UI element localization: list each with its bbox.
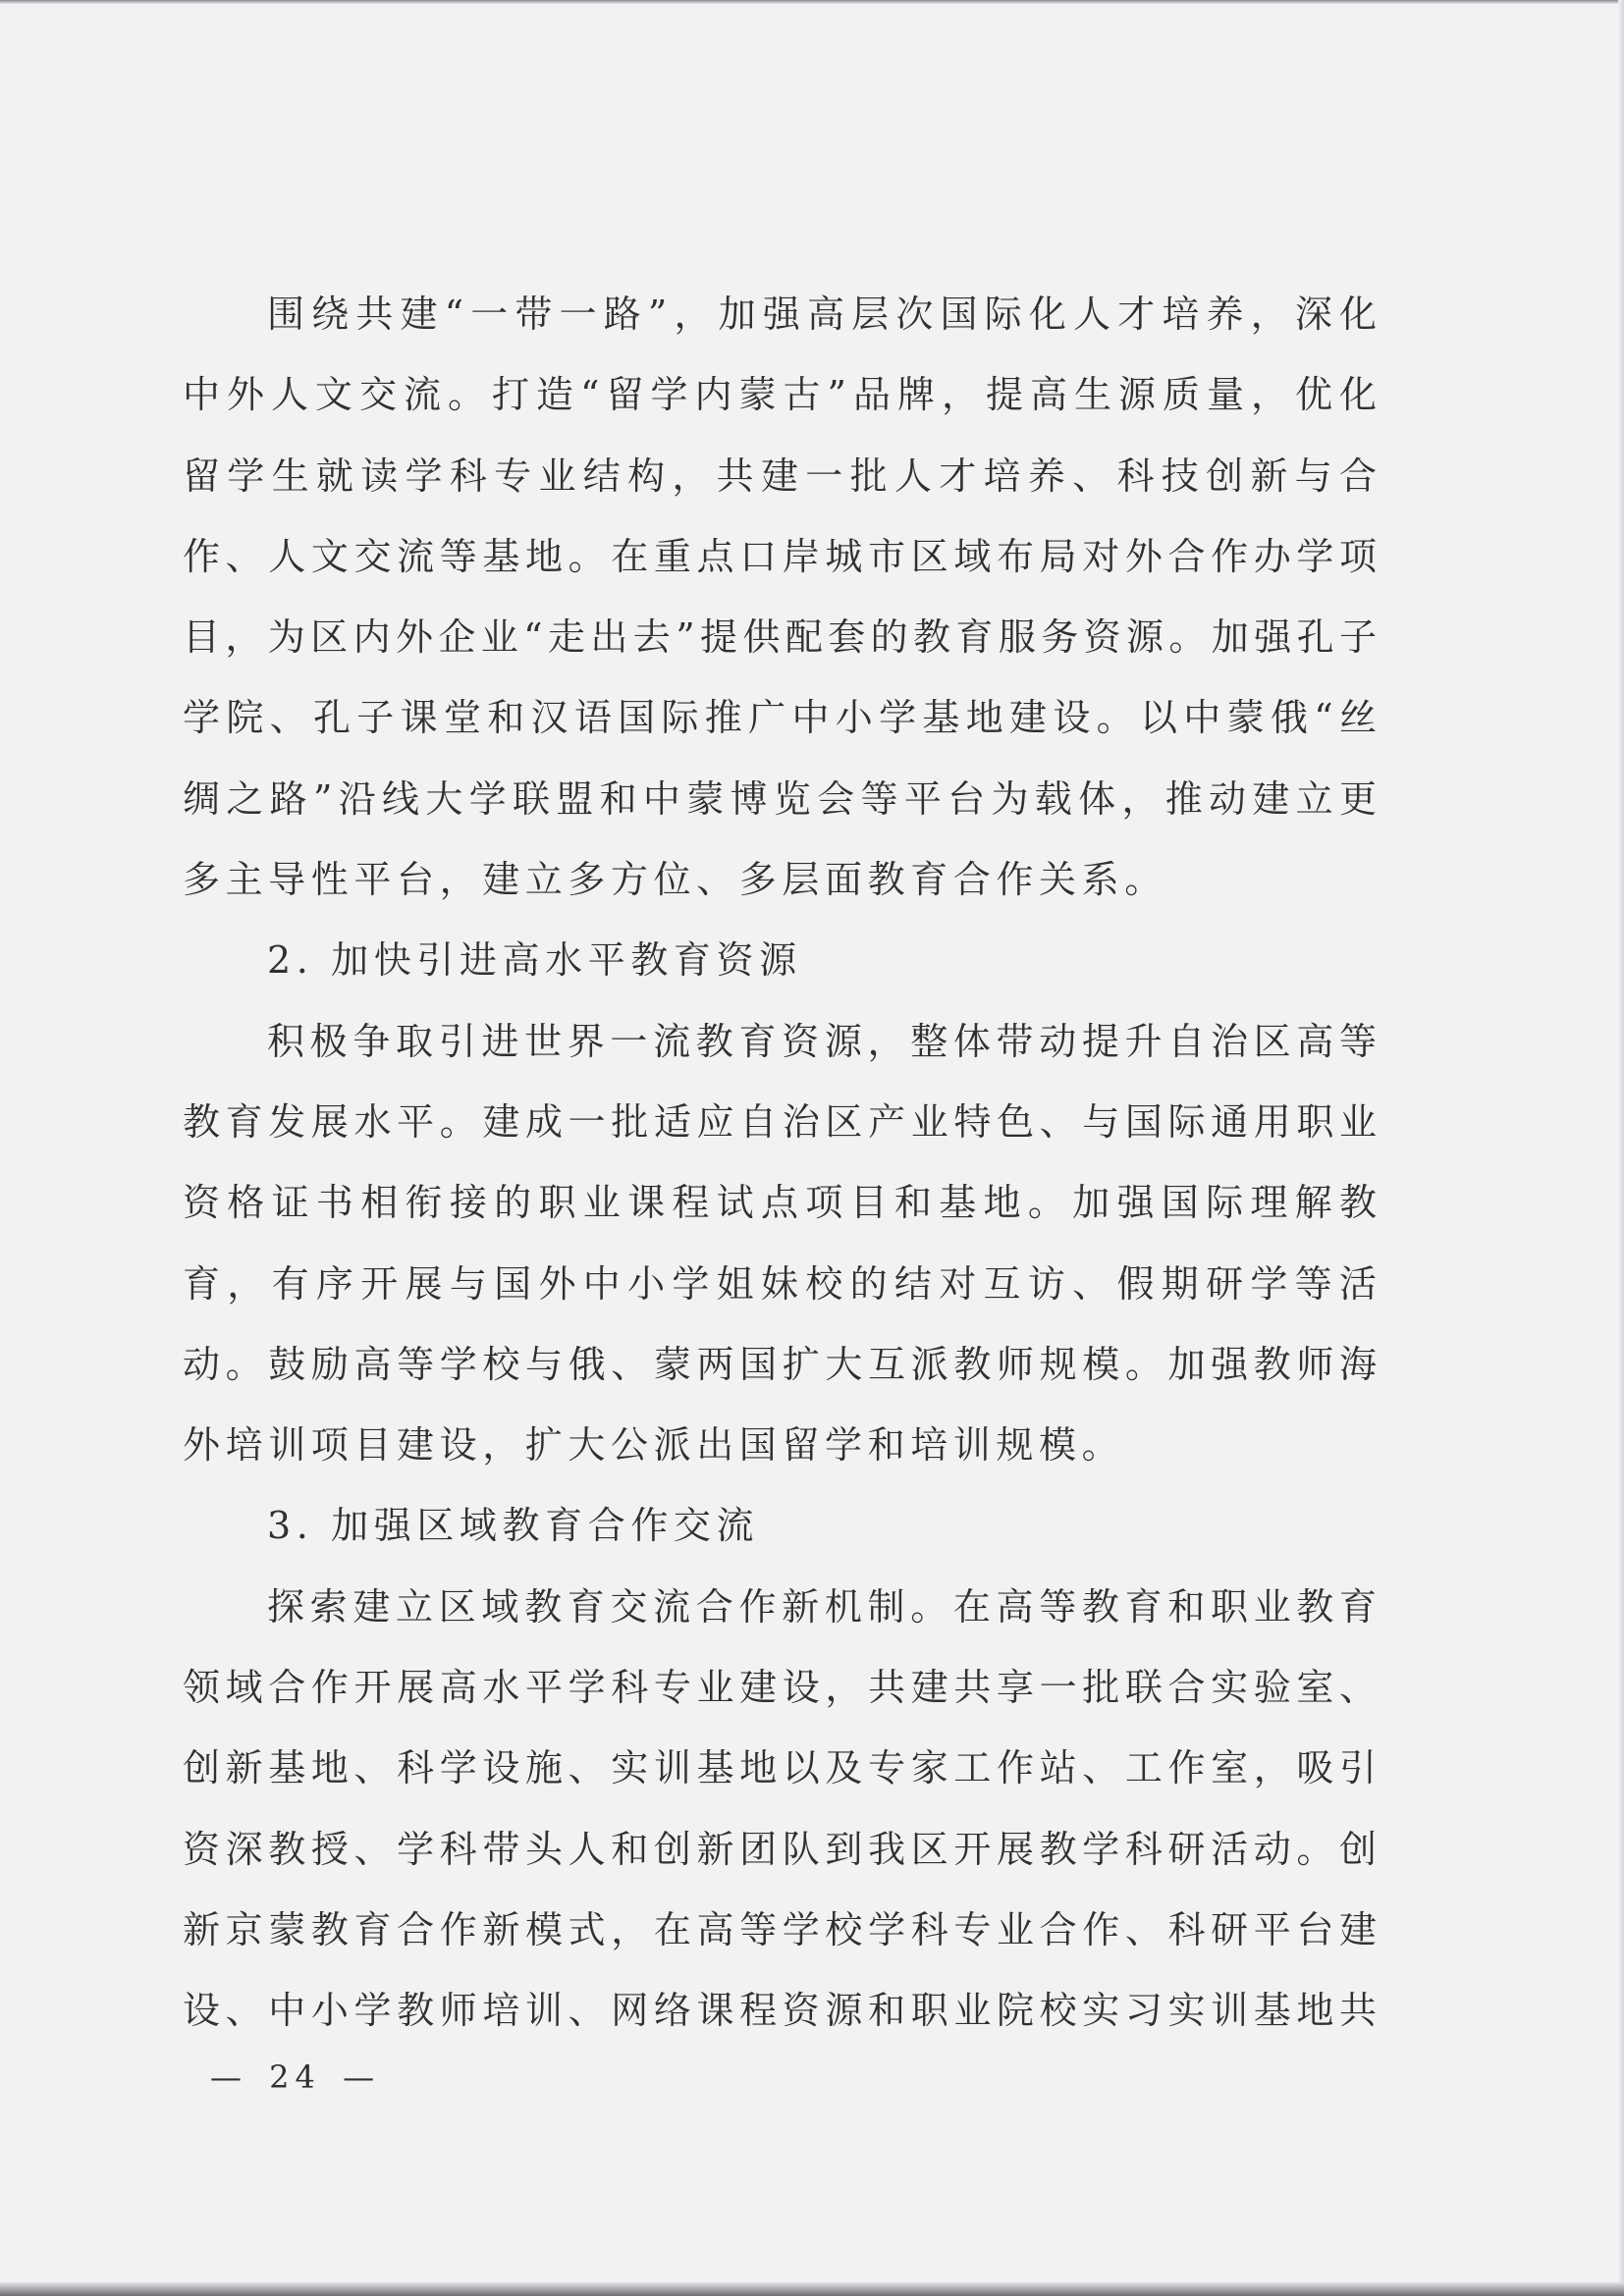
text-line: 创新基地、科学设施、实训基地以及专家工作站、工作室，吸引 (183, 1746, 1377, 1790)
paragraph (183, 274, 1377, 920)
text-line: 作、人文交流等基地。在重点口岸城市区域布局对外合作办学项 (183, 534, 1377, 578)
section-heading: 2. 加快引进高水平教育资源 (267, 938, 802, 983)
text-line: 育，有序开展与国外中小学姐妹校的结对互访、假期研学等活 (183, 1261, 1377, 1306)
text-line: 新京蒙教育合作新模式，在高等学校学科专业合作、科研平台建 (183, 1907, 1377, 1951)
text-line: 学院、孔子课堂和汉语国际推广中小学基地建设。以中蒙俄“丝 (183, 696, 1377, 740)
text-line: 设、中小学教师培训、网络课程资源和职业院校实习实训基地共 (183, 1989, 1377, 2033)
text-line: 领域合作开展高水平学科专业建设，共建共享一批联合实验室、 (183, 1666, 1377, 1710)
text-line: 教育发展水平。建成一批适应自治区产业特色、与国际通用职业 (183, 1099, 1377, 1144)
text-line: 积极争取引进世界一流教育资源，整体带动提升自治区高等 (267, 1019, 1377, 1063)
text-line: 探索建立区域教育交流合作新机制。在高等教育和职业教育 (267, 1584, 1377, 1629)
text-line: 资深教授、学科带头人和创新团队到我区开展教学科研活动。创 (183, 1827, 1377, 1871)
paragraph (183, 1001, 1377, 1486)
text-line: 目，为区内外企业“走出去”提供配套的教育服务资源。加强孔子 (183, 615, 1377, 660)
body-text (183, 274, 1377, 2052)
scan-edge-top (0, 0, 1624, 4)
text-line: 绸之路”沿线大学联盟和中蒙博览会等平台为载体，推动建立更 (183, 776, 1377, 821)
scan-edge-right (1618, 0, 1624, 2296)
page-number: — 24 — (210, 2058, 381, 2096)
paragraph (183, 1567, 1377, 2052)
section-heading: 3. 加强区域教育合作交流 (267, 1504, 760, 1548)
text-line: 资格证书相衔接的职业课程试点项目和基地。加强国际理解教 (183, 1181, 1377, 1225)
text-line: 多主导性平台，建立多方位、多层面教育合作关系。 (183, 858, 1167, 902)
scan-edge-bottom (0, 2282, 1624, 2296)
text-line: 外培训项目建设，扩大公派出国留学和培训规模。 (183, 1423, 1125, 1468)
text-line: 动。鼓励高等学校与俄、蒙两国扩大互派教师规模。加强教师海 (183, 1342, 1377, 1386)
text-line: 留学生就读学科专业结构，共建一批人才培养、科技创新与合 (183, 454, 1377, 498)
text-line: 中外人文交流。打造“留学内蒙古”品牌，提高生源质量，优化 (183, 373, 1377, 417)
text-line: 围绕共建“一带一路”，加强高层次国际化人才培养，深化 (267, 293, 1377, 336)
